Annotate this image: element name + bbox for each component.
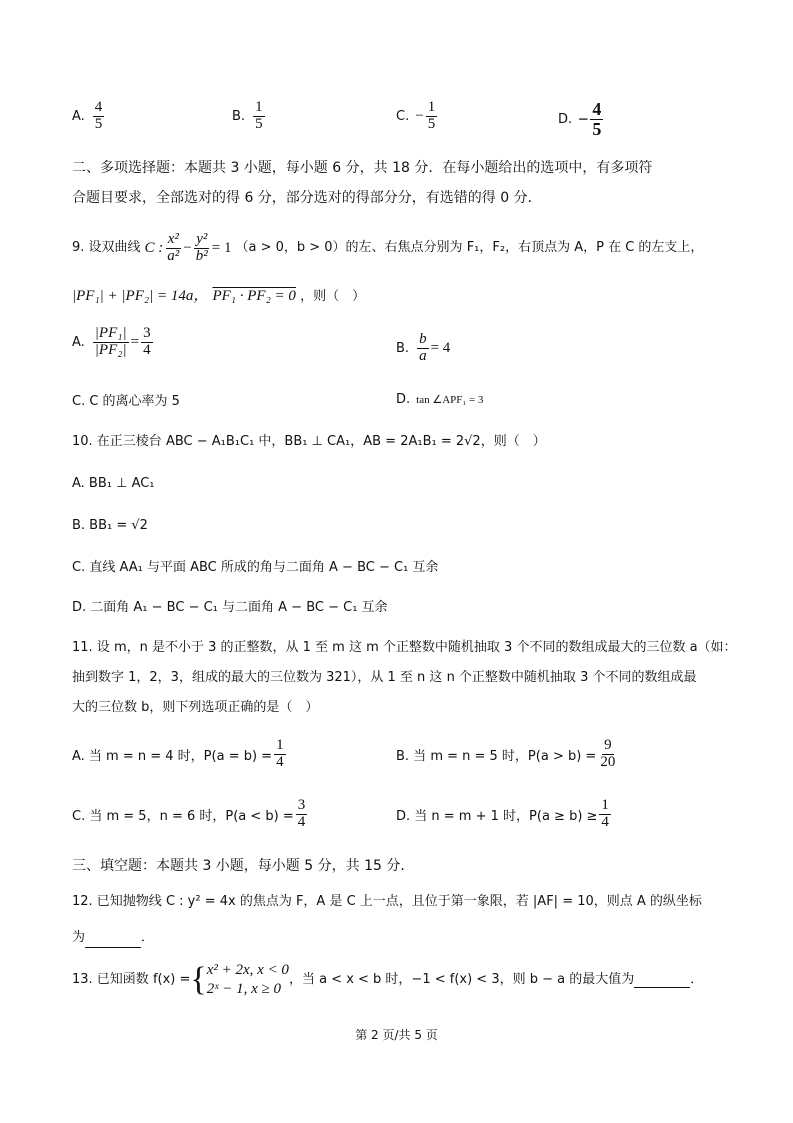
q9-option-a: A. $\frac{\text{|PF₁|}}{\text{|PF₂|}}$ = $\frac{3}{4}$ [72,325,151,358]
fraction: $\frac{1}{4}$ [601,797,609,830]
fraction: $\frac{4}{5}$ [94,99,103,132]
q12-stem-line2: 为 ． [72,928,154,948]
option-label: D. [558,111,573,127]
q12-stem-line1: 12. 已知抛物线 C : y² = 4x 的焦点为 F，A 是 C 上一点，且位于第一象限，若 |AF| = 10，则点 A 的纵坐标 [72,894,702,909]
q11-option-c: C. 当 m = 5，n = 6 时，P(a < b) = $\frac{3}{4}$ [72,797,306,830]
q11-option-b: B. 当 m = n = 5 时，P(a > b) = $\frac{9}{20}$ [396,737,616,770]
fraction: $\frac{3}{4}$ [143,325,151,358]
fraction: $\frac{\text{|PF₁|}}{\text{|PF₂|}}$ [94,325,127,358]
q9-option-b: B. $\frac{b}{a}$ = 4 [396,331,451,364]
fraction: $\frac{1}{5}$ [255,99,263,132]
section3-heading: 三、填空题：本题共 3 小题，每小题 5 分，共 15 分． [72,858,415,874]
fraction: $\frac{\text{y²}}{\text{b²}}$ [195,231,208,264]
q11-stem-line1: 11. 设 m，n 是不小于 3 的正整数，从 1 至 m 这 m 个正整数中随机抽取 3 个不同的数组成最大的三位数 a（如： [72,640,737,655]
q9-stem-line1: 9. 设双曲线 C : $\frac{\text{x²}}{\text{a²}}$ − $\frac{\text{y²}}{\text{b²}}$ = 1 （a > 0，b > 0）的左、右焦点分别为 F₁，F₂，右顶点为 A，P 在 C 的左支上， [72,231,704,264]
q10-option-c: C. 直线 AA₁ 与平面 ABC 所成的角与二面角 A − BC − C₁ 互余 [72,560,439,575]
q13-stem: 13. 已知函数 f(x) = { x² + 2x, x < 0 2ˣ − 1, x ≥ 0 ，当 a < x < b 时，−1 < f(x) < 3，则 b − a 的最大值为 ． [72,961,704,998]
q8-option-d: D. − $\frac{4}{5}$ [558,99,602,139]
fraction: $\frac{1}{5}$ [427,99,436,132]
answer-blank[interactable] [85,933,141,948]
q9-stem-line2: |PF₁| + |PF₂| = 14a， PF₁ · PF₂ = 0 ，则（ ） [72,288,366,304]
option-label: A. [72,108,85,124]
fraction: $\frac{\text{x²}}{\text{a²}}$ [167,231,180,264]
option-label: B. [232,108,246,124]
q8-option-b [232,100,267,133]
answer-blank[interactable] [634,973,690,988]
q11-option-d: D. 当 n = m + 1 时，P(a ≥ b) ≥ $\frac{1}{4}$ [396,797,609,830]
fraction: $\frac{1}{4}$ [276,737,284,770]
q8-option-c: C. − $\frac{1}{5}$ [396,99,436,132]
q10-stem: 10. 在正三棱台 ABC − A₁B₁C₁ 中，BB₁ ⊥ CA₁，AB = 2A₁B₁ = 2√2，则（ ） [72,434,546,449]
fraction: $\frac{3}{4}$ [297,797,306,830]
section2-heading-line1: 二、多项选择题：本题共 3 小题，每小题 6 分，共 18 分．在每小题给出的选项中，有多项符 [72,160,653,176]
fraction: $\frac{4}{5}$ [592,99,602,139]
fraction: $\frac{b}{a}$ [419,331,427,364]
q10-option-b: B. BB₁ = √2 [72,518,148,533]
page-footer: 第 2 页/共 5 页 [355,1028,438,1042]
option-label: C. [396,108,410,124]
q10-option-d: D. 二面角 A₁ − BC − C₁ 与二面角 A − BC − C₁ 互余 [72,600,388,615]
q11-stem-line3: 大的三位数 b，则下列选项正确的是（ ） [72,700,319,715]
q10-option-a: A. BB₁ ⊥ AC₁ [72,476,155,491]
q11-stem-line2: 抽到数字 1，2，3，组成的最大的三位数为 321），从 1 至 n 这 n 个正整数中随机抽取 3 个不同的数组成最 [72,670,697,685]
q9-option-c: C. C 的离心率为 5 [72,394,180,409]
fraction: $\frac{9}{20}$ [600,737,616,770]
q9-option-d: D. tan ∠APF₁ = 3 [396,392,484,407]
q8-option-a [72,100,106,133]
section2-heading-line2: 合题目要求，全部选对的得 6 分，部分选对的得部分分，有选错的得 0 分． [72,190,542,206]
q11-option-a: A. 当 m = n = 4 时，P(a = b) = $\frac{1}{4}$ [72,737,284,770]
piecewise-cases: x² + 2x, x < 0 2ˣ − 1, x ≥ 0 [206,962,289,997]
